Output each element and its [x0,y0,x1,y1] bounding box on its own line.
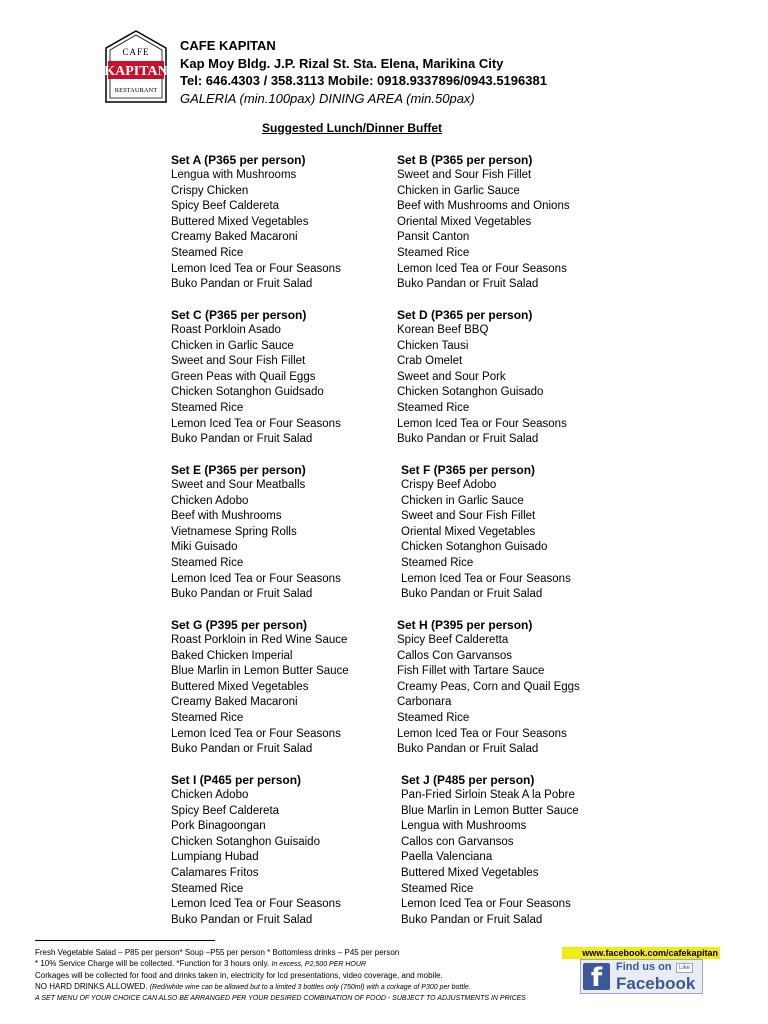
footer-excess: In excess, P2,500 PER HOUR [271,961,366,968]
footer-wine-note: (Red/white wine can be allowed but to a limited 3 bottles only (750ml) with a corkage of P300 per bottle. [149,984,471,991]
menu-set [171,772,391,928]
menu-set [401,462,621,603]
svg-text:KAPITAN: KAPITAN [104,64,168,79]
menu-item: Pork Binagoongan [171,820,266,833]
menu-item: Buko Pandan or Fruit Salad [171,588,313,601]
restaurant-name: CAFE KAPITAN [180,38,276,53]
facebook-icon: f [583,963,610,990]
menu-subtitle: Suggested Lunch/Dinner Buffet [262,121,442,135]
menu-item: Steamed Rice [171,556,244,569]
menu-item: Chicken Tausi [397,339,469,352]
menu-item: Pan-Fried Sirloin Steak A la Pobre [401,789,575,801]
menu-item: Sweet and Sour Meatballs [171,479,306,491]
menu-item: Paella Valenciana [401,851,493,864]
menu-item: Lemon Iced Tea or Four Seasons [397,262,567,275]
menu-item: Sweet and Sour Fish Fillet [171,355,306,368]
menu-item: Lengua with Mushrooms [171,169,297,181]
menu-item: Lemon Iced Tea or Four Seasons [401,572,571,585]
menu-item: Lemon Iced Tea or Four Seasons [171,898,341,911]
menu-item: Oriental Mixed Vegetables [401,525,536,538]
set-title: Set I (P465 per person) [171,773,302,787]
menu-item: Fish Fillet with Tartare Sauce [397,665,545,678]
menu-item: Callos con Garvansos [401,835,514,848]
logo-emblem-icon [103,28,169,104]
menu-item: Lumpiang Hubad [171,851,259,864]
facebook-badge[interactable] [580,959,703,994]
menu-item: Crispy Chicken [171,184,249,197]
menu-set [171,462,391,603]
menu-item: Steamed Rice [397,711,470,724]
menu-set [171,307,391,448]
menu-item: Miki Guisado [171,541,238,554]
restaurant-header [180,37,760,107]
menu-item: Buko Pandan or Fruit Salad [171,743,313,756]
menu-item: Korean Beef BBQ [397,324,489,336]
menu-item: Steamed Rice [171,711,244,724]
menu-item: Chicken Sotanghon Guisado [401,541,548,554]
menu-item: Steamed Rice [397,246,470,259]
menu-item: Lemon Iced Tea or Four Seasons [401,898,571,911]
menu-item: Crispy Beef Adobo [401,479,497,491]
menu-item: Spicy Beef Caldereta [171,804,280,817]
menu-item: Lemon Iced Tea or Four Seasons [397,727,567,740]
set-title: Set C (P365 per person) [171,308,307,322]
set-title: Set G (P395 per person) [171,618,308,632]
menu-set [171,152,391,293]
facebook-like-button[interactable]: Like [676,963,693,973]
menu-item: Chicken in Garlic Sauce [397,184,520,197]
menu-set [397,617,617,758]
menu-set [401,772,621,928]
set-title: Set F (P365 per person) [401,463,536,477]
menu-item: Roast Porkloin in Red Wine Sauce [171,634,348,646]
menu-item: Buttered Mixed Vegetables [401,866,539,879]
menu-item: Buko Pandan or Fruit Salad [171,278,313,291]
menu-item: Buko Pandan or Fruit Salad [397,433,539,446]
menu-item: Buko Pandan or Fruit Salad [401,588,543,601]
menu-item: Buko Pandan or Fruit Salad [171,433,313,446]
menu-item: Steamed Rice [401,882,474,895]
footer-notes [35,947,580,1004]
menu-item: Chicken in Garlic Sauce [171,339,294,352]
menu-item: Chicken Sotanghon Guisaido [171,835,320,848]
menu-item: Buttered Mixed Vegetables [171,680,309,693]
menu-item: Steamed Rice [171,882,244,895]
menu-item: Steamed Rice [171,401,244,414]
menu-item: Green Peas with Quail Eggs [171,370,316,383]
svg-text:CAFE: CAFE [122,47,150,57]
menu-item: Beef with Mushrooms [171,510,282,523]
set-title: Set D (P365 per person) [397,308,533,322]
facebook-url-link[interactable]: www.facebook.com/cafekapitan [562,947,720,959]
set-title: Set B (P365 per person) [397,153,533,167]
menu-set [397,152,617,293]
footer-divider [35,940,215,941]
menu-item: Chicken Sotanghon Guidsado [171,386,324,399]
footer-no-hard-drinks: NO HARD DRINKS ALLOWED. [35,982,148,991]
menu-item: Lengua with Mushrooms [401,820,527,833]
menu-item: Lemon Iced Tea or Four Seasons [171,417,341,430]
set-title: Set E (P365 per person) [171,463,306,477]
facebook-find-us: Find us on [616,961,672,973]
menu-item: Roast Porkloin Asado [171,324,281,336]
menu-item: Chicken Adobo [171,789,249,801]
menu-item: Buko Pandan or Fruit Salad [397,278,539,291]
facebook-name: Facebook [616,974,696,993]
menu-item: Chicken Adobo [171,494,249,507]
menu-item: Lemon Iced Tea or Four Seasons [171,572,341,585]
menu-set [397,307,617,448]
menu-item: Lemon Iced Tea or Four Seasons [397,417,567,430]
menu-item: Buttered Mixed Vegetables [171,215,309,228]
restaurant-capacity: GALERIA (min.100pax) DINING AREA (min.50pax) [180,90,475,106]
menu-item: Lemon Iced Tea or Four Seasons [171,727,341,740]
menu-item: Calamares Fritos [171,866,259,879]
svg-text:RESTAURANT: RESTAURANT [114,87,158,94]
menu-item: Creamy Baked Macaroni [171,696,298,709]
menu-item: Sweet and Sour Pork [397,370,506,383]
menu-item: Chicken in Garlic Sauce [401,494,524,507]
menu-item: Buko Pandan or Fruit Salad [171,913,313,926]
menu-item: Pansit Canton [397,231,470,244]
menu-item: Steamed Rice [401,556,474,569]
set-title: Set H (P395 per person) [397,618,533,632]
set-title: Set A (P365 per person) [171,153,306,167]
menu-item: Baked Chicken Imperial [171,649,293,662]
menu-item: Steamed Rice [397,401,470,414]
menu-item: Blue Marlin in Lemon Butter Sauce [171,665,349,678]
set-title: Set J (P485 per person) [401,773,535,787]
menu-item: Callos Con Garvansos [397,649,513,662]
menu-item: Steamed Rice [171,246,244,259]
restaurant-address: Kap Moy Bldg. J.P. Rizal St. Sta. Elena, Marikina City [180,55,504,71]
footer-custom-set: A SET MENU OF YOUR CHOICE CAN ALSO BE ARRANGED PER YOUR DESIRED COMBINATION OF FOOD - SUBJECT TO ADJUSTMENTS IN PRICES [35,995,526,1002]
menu-item: Spicy Beef Caldereta [171,200,280,213]
menu-item: Carbonara [397,696,452,709]
footer-corkage: Corkages will be collected for food and drinks taken in, electricity for lcd presentations, video coverage, and mobile. [35,971,443,980]
menu-item: Creamy Baked Macaroni [171,231,298,244]
menu-item: Beef with Mushrooms and Onions [397,200,570,213]
footer-extras: Fresh Vegetable Salad – P85 per person* Soup –P55 per person * Bottomless drinks – P45 per person [35,948,400,957]
menu-item: Sweet and Sour Fish Fillet [401,510,536,523]
restaurant-phones: Tel: 646.4303 / 358.3113 Mobile: 0918.9337896/0943.5196381 [180,73,547,88]
menu-item: Oriental Mixed Vegetables [397,215,532,228]
cafe-kapitan-logo [103,28,169,104]
menu-item: Creamy Peas, Corn and Quail Eggs [397,680,580,693]
menu-item: Spicy Beef Calderetta [397,634,509,646]
menu-item: Lemon Iced Tea or Four Seasons [171,262,341,275]
menu-item: Blue Marlin in Lemon Butter Sauce [401,804,579,817]
footer-service-charge: * 10% Service Charge will be collected. *Function for 3 hours only. [35,959,270,968]
menu-item: Chicken Sotanghon Guisado [397,386,544,399]
menu-item: Vietnamese Spring Rolls [171,525,297,538]
menu-item: Buko Pandan or Fruit Salad [397,743,539,756]
menu-item: Sweet and Sour Fish Fillet [397,169,532,181]
menu-item: Crab Omelet [397,355,463,368]
menu-item: Buko Pandan or Fruit Salad [401,913,543,926]
menu-set [171,617,391,758]
